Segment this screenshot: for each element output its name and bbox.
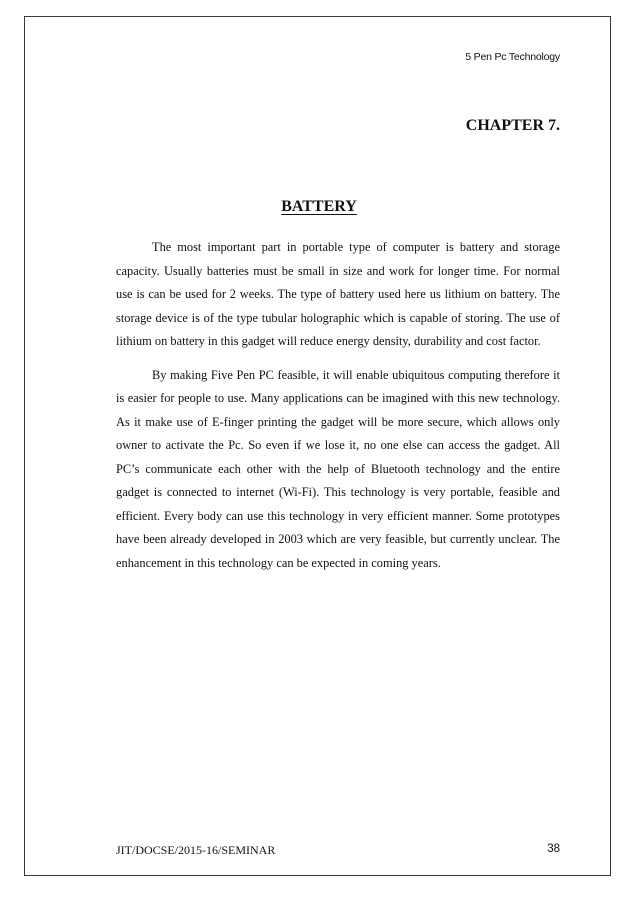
paragraph-2: By making Five Pen PC feasible, it will enable ubiquitous computing therefore it is easier for people to use. Many applications can be imagined with this new technology. As it make use of E-finger printing the gadget will be more secure, which allows only owner to activate the Pc. So even if we lose it, no one else can access the gadget. All PC’s communicate each other with the help of Bluetooth technology and the entire gadget is connected to internet (Wi-Fi). This technology is very portable, feasible and efficient. Every body can use this technology in very efficient manner. Some prototypes have been already developed in 2003 which are very feasible, but currently unclear. The enhancement in this technology can be expected in coming years. bbox=[116, 367, 560, 570]
chapter-label: CHAPTER 7. bbox=[465, 117, 560, 134]
running-header: 5 Pen Pc Technology bbox=[465, 51, 560, 63]
footer-doc-id: JIT/DOCSE/2015-16/SEMINAR bbox=[116, 843, 276, 857]
section-title bbox=[0, 198, 638, 216]
section-title-text: BATTERY bbox=[281, 198, 357, 215]
body-text bbox=[116, 236, 560, 585]
page-number: 38 bbox=[547, 843, 560, 855]
paragraph-1: The most important part in portable type of computer is battery and storage capacity. Usually batteries must be small in size and work for longer time. For normal use is can be used for 2 weeks. The type of battery used here us lithium on battery. The storage device is of the type tubular holographic which is capable of storing. The use of lithium on battery in this gadget will reduce energy density, durability and cost factor. bbox=[116, 240, 560, 348]
